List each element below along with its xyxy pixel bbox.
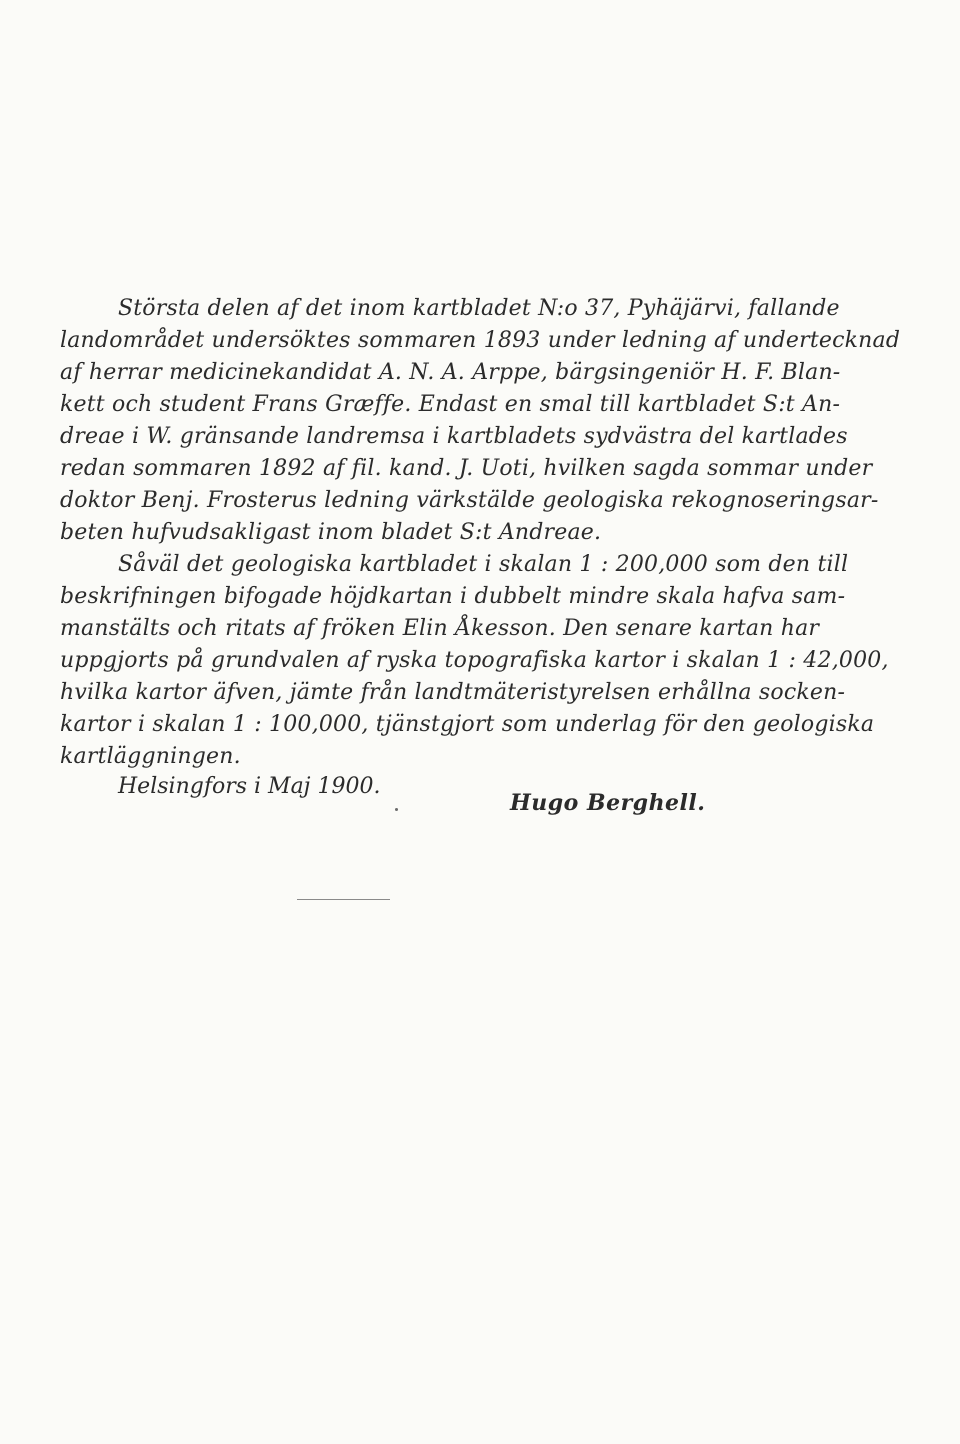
paragraph-2-line-2: beskrifningen bifogade höjdkartan i dubbelt mindre skala hafva sam- bbox=[60, 584, 846, 609]
paragraph-1-line-6: redan sommaren 1892 af fil. kand. J. Uoti, hvilken sagda sommar under bbox=[60, 456, 873, 481]
paragraph-2-line-1: Såväl det geologiska kartbladet i skalan 1 : 200,000 som den till bbox=[118, 552, 849, 577]
paragraph-1-line-5: dreae i W. gränsande landremsa i kartbladets sydvästra del kartlades bbox=[60, 424, 848, 449]
footer-rule bbox=[297, 899, 390, 900]
place-and-date: Helsingfors i Maj 1900. bbox=[118, 774, 381, 799]
paragraph-2-line-5: hvilka kartor äfven, jämte från landtmäteristyrelsen erhållna socken- bbox=[60, 680, 846, 705]
paragraph-1-line-2: landområdet undersöktes sommaren 1893 under ledning af undertecknad bbox=[60, 328, 901, 353]
paragraph-1-line-4: kett och student Frans Græffe. Endast en smal till kartbladet S:t An- bbox=[60, 392, 841, 417]
paragraph-1-line-1: Största delen af det inom kartbladet N:o 37, Pyhäjärvi, fallande bbox=[118, 296, 840, 321]
paragraph-2-line-3: manstälts och ritats af fröken Elin Åkesson. Den senare kartan har bbox=[60, 616, 820, 641]
paragraph-2-line-4: uppgjorts på grundvalen af ryska topografiska kartor i skalan 1 : 42,000, bbox=[60, 648, 889, 673]
stray-dot bbox=[395, 808, 398, 811]
paragraph-2-line-7: kartläggningen. bbox=[60, 744, 241, 769]
paragraph-1-line-7: doktor Benj. Frosterus ledning värkstälde geologiska rekognoseringsar- bbox=[60, 488, 879, 513]
author-signature: Hugo Berghell. bbox=[510, 790, 706, 816]
paragraph-2-line-6: kartor i skalan 1 : 100,000, tjänstgjort som underlag för den geologiska bbox=[60, 712, 875, 737]
paragraph-1-line-3: af herrar medicinekandidat A. N. A. Arppe, bärgsingeniör H. F. Blan- bbox=[60, 360, 841, 385]
paragraph-1-line-8: beten hufvudsakligast inom bladet S:t Andreae. bbox=[60, 520, 602, 545]
